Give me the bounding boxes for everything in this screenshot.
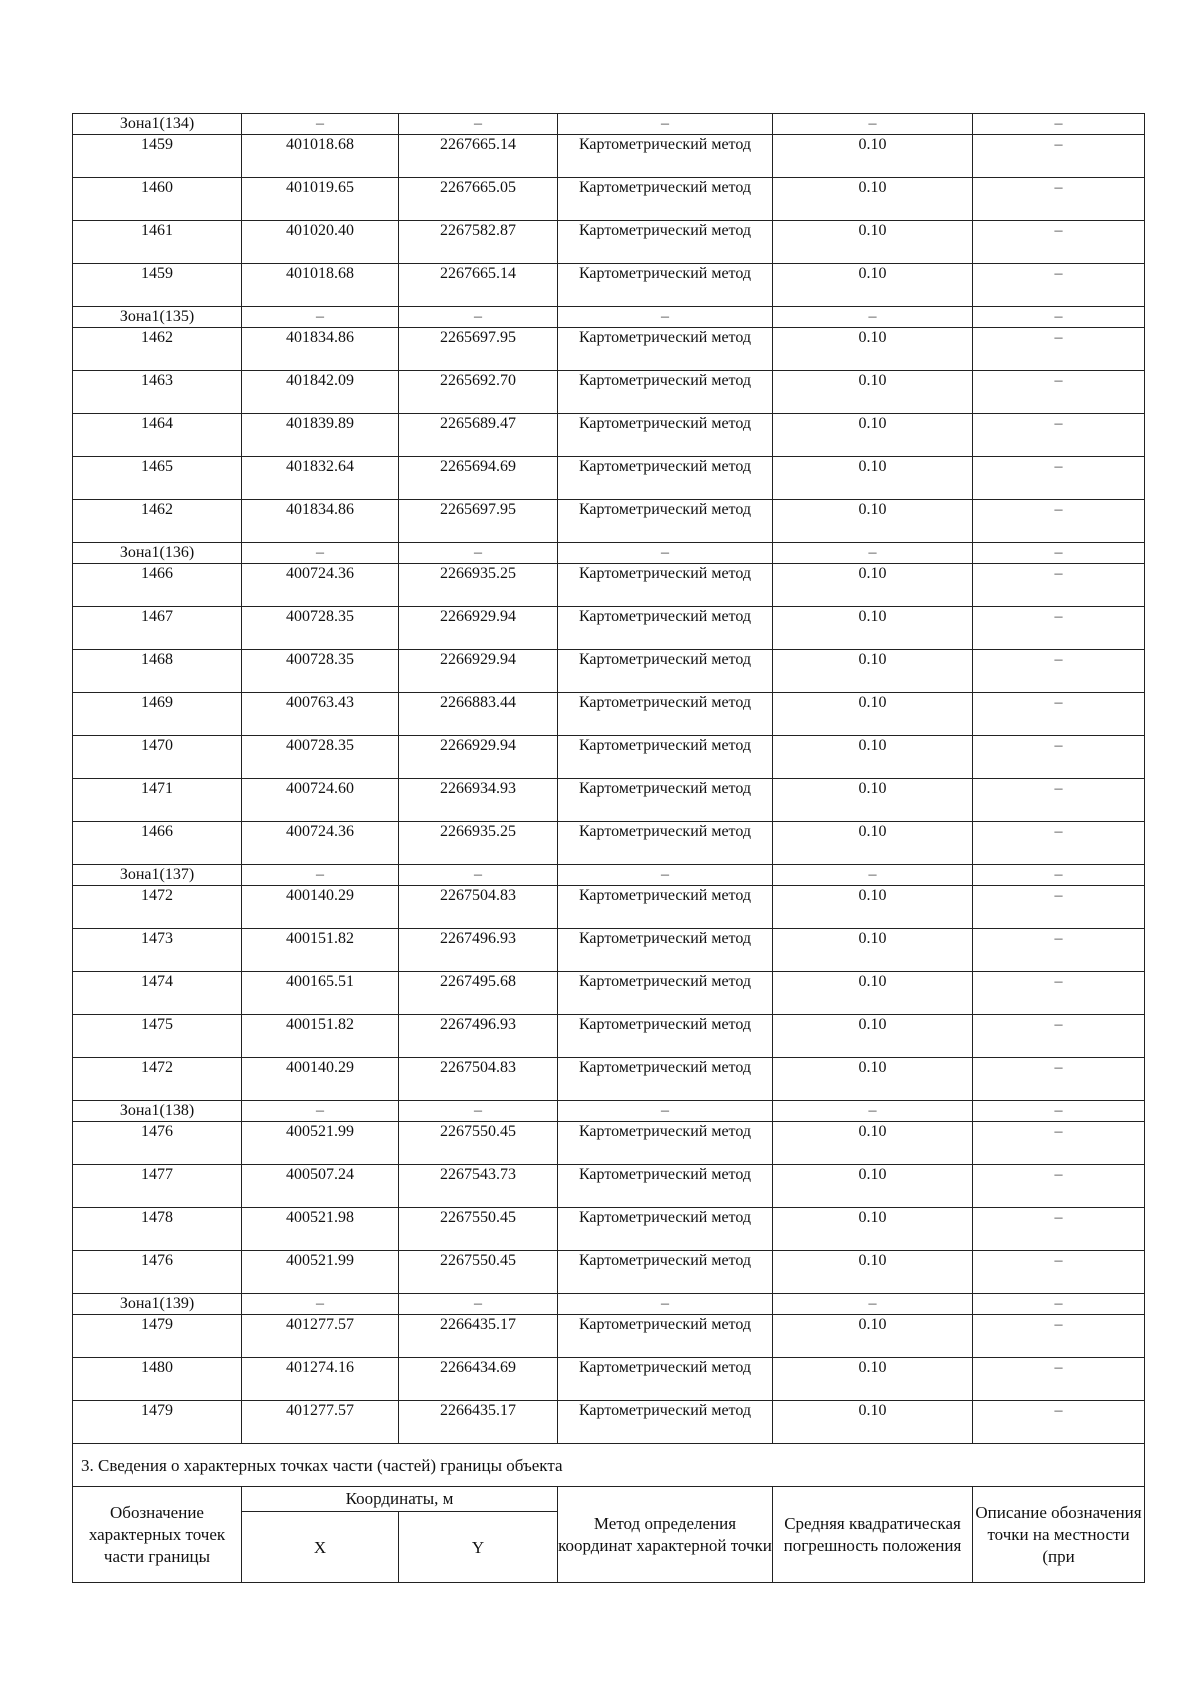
point-id: 1479 xyxy=(73,1315,242,1358)
error-cell: 0.10 xyxy=(773,736,973,779)
coord-x: 401274.16 xyxy=(242,1358,399,1401)
dash-cell: – xyxy=(558,114,773,135)
method-cell: Картометрический метод xyxy=(558,1315,773,1358)
point-id: 1472 xyxy=(73,886,242,929)
dash-cell: – xyxy=(773,114,973,135)
coord-x: 400728.35 xyxy=(242,607,399,650)
coord-y: 2266934.93 xyxy=(399,779,558,822)
point-id: 1474 xyxy=(73,972,242,1015)
error-cell: 0.10 xyxy=(773,500,973,543)
error-cell: 0.10 xyxy=(773,886,973,929)
error-cell: 0.10 xyxy=(773,1122,973,1165)
error-cell: 0.10 xyxy=(773,1315,973,1358)
error-cell: 0.10 xyxy=(773,822,973,865)
dash-cell: – xyxy=(773,1101,973,1122)
coord-x: 401834.86 xyxy=(242,500,399,543)
error-cell: 0.10 xyxy=(773,693,973,736)
method-cell: Картометрический метод xyxy=(558,1401,773,1444)
coord-y: 2267496.93 xyxy=(399,929,558,972)
method-cell: Картометрический метод xyxy=(558,650,773,693)
coordinates-table-body xyxy=(73,114,1145,1444)
description-cell: – xyxy=(973,736,1145,779)
method-cell: Картометрический метод xyxy=(558,736,773,779)
table-row xyxy=(73,1122,1145,1165)
description-cell: – xyxy=(973,500,1145,543)
header-designation: Обозначение характерных точек части границы xyxy=(73,1487,242,1583)
method-cell: Картометрический метод xyxy=(558,972,773,1015)
description-cell: – xyxy=(973,1165,1145,1208)
coord-y: 2265697.95 xyxy=(399,500,558,543)
dash-cell: – xyxy=(973,307,1145,328)
point-id: 1461 xyxy=(73,221,242,264)
error-cell: 0.10 xyxy=(773,178,973,221)
method-cell: Картометрический метод xyxy=(558,1251,773,1294)
point-id: 1465 xyxy=(73,457,242,500)
coord-y: 2267665.05 xyxy=(399,178,558,221)
error-cell: 0.10 xyxy=(773,221,973,264)
table-row xyxy=(73,264,1145,307)
coord-x: 401019.65 xyxy=(242,178,399,221)
point-id: 1469 xyxy=(73,693,242,736)
method-cell: Картометрический метод xyxy=(558,1122,773,1165)
coord-x: 400728.35 xyxy=(242,736,399,779)
point-id: 1472 xyxy=(73,1058,242,1101)
coord-x: 401018.68 xyxy=(242,135,399,178)
error-cell: 0.10 xyxy=(773,564,973,607)
table-row xyxy=(73,972,1145,1015)
table-row xyxy=(73,414,1145,457)
description-cell: – xyxy=(973,1315,1145,1358)
dash-cell: – xyxy=(242,114,399,135)
coord-x: 401020.40 xyxy=(242,221,399,264)
dash-cell: – xyxy=(773,1294,973,1315)
coord-x: 400728.35 xyxy=(242,650,399,693)
coord-y: 2265689.47 xyxy=(399,414,558,457)
description-cell: – xyxy=(973,1058,1145,1101)
table-row xyxy=(73,1358,1145,1401)
table-row xyxy=(73,1165,1145,1208)
error-cell: 0.10 xyxy=(773,1165,973,1208)
zone-row xyxy=(73,543,1145,564)
table-row xyxy=(73,929,1145,972)
point-id: 1462 xyxy=(73,500,242,543)
table-row xyxy=(73,221,1145,264)
description-cell: – xyxy=(973,779,1145,822)
dash-cell: – xyxy=(242,543,399,564)
table-row xyxy=(73,650,1145,693)
coord-y: 2266434.69 xyxy=(399,1358,558,1401)
zone-row xyxy=(73,307,1145,328)
table-row xyxy=(73,1401,1145,1444)
zone-name: Зона1(139) xyxy=(73,1294,242,1315)
method-cell: Картометрический метод xyxy=(558,1058,773,1101)
table-row xyxy=(73,564,1145,607)
coordinates-table xyxy=(72,113,1145,1583)
method-cell: Картометрический метод xyxy=(558,1358,773,1401)
table-row xyxy=(73,1315,1145,1358)
table-row xyxy=(73,1015,1145,1058)
point-id: 1466 xyxy=(73,822,242,865)
coord-y: 2266935.25 xyxy=(399,564,558,607)
description-cell: – xyxy=(973,264,1145,307)
zone-row xyxy=(73,1101,1145,1122)
error-cell: 0.10 xyxy=(773,929,973,972)
point-id: 1475 xyxy=(73,1015,242,1058)
method-cell: Картометрический метод xyxy=(558,264,773,307)
dash-cell: – xyxy=(399,1101,558,1122)
coord-y: 2267550.45 xyxy=(399,1251,558,1294)
dash-cell: – xyxy=(973,1101,1145,1122)
coord-x: 400140.29 xyxy=(242,886,399,929)
zone-name: Зона1(137) xyxy=(73,865,242,886)
method-cell: Картометрический метод xyxy=(558,929,773,972)
description-cell: – xyxy=(973,1358,1145,1401)
description-cell: – xyxy=(973,822,1145,865)
coord-y: 2267582.87 xyxy=(399,221,558,264)
coord-x: 401839.89 xyxy=(242,414,399,457)
table-row xyxy=(73,779,1145,822)
coord-y: 2267550.45 xyxy=(399,1122,558,1165)
description-cell: – xyxy=(973,886,1145,929)
method-cell: Картометрический метод xyxy=(558,328,773,371)
point-id: 1464 xyxy=(73,414,242,457)
coord-x: 400724.60 xyxy=(242,779,399,822)
table-row xyxy=(73,607,1145,650)
description-cell: – xyxy=(973,1015,1145,1058)
method-cell: Картометрический метод xyxy=(558,1165,773,1208)
table-row xyxy=(73,1208,1145,1251)
coord-x: 401277.57 xyxy=(242,1401,399,1444)
coord-y: 2265697.95 xyxy=(399,328,558,371)
error-cell: 0.10 xyxy=(773,972,973,1015)
method-cell: Картометрический метод xyxy=(558,886,773,929)
method-cell: Картометрический метод xyxy=(558,779,773,822)
table-row xyxy=(73,500,1145,543)
coord-y: 2267543.73 xyxy=(399,1165,558,1208)
error-cell: 0.10 xyxy=(773,457,973,500)
error-cell: 0.10 xyxy=(773,1208,973,1251)
section-3-title: 3. Сведения о характерных точках части (частей) границы объекта xyxy=(73,1444,1145,1487)
coord-x: 401834.86 xyxy=(242,328,399,371)
coord-y: 2267665.14 xyxy=(399,264,558,307)
description-cell: – xyxy=(973,371,1145,414)
description-cell: – xyxy=(973,178,1145,221)
zone-row xyxy=(73,865,1145,886)
coord-y: 2267665.14 xyxy=(399,135,558,178)
dash-cell: – xyxy=(973,1294,1145,1315)
header-error: Средняя квадратическая погрешность положения xyxy=(773,1487,973,1583)
coord-y: 2267504.83 xyxy=(399,1058,558,1101)
coord-y: 2266929.94 xyxy=(399,607,558,650)
dash-cell: – xyxy=(773,543,973,564)
dash-cell: – xyxy=(399,543,558,564)
method-cell: Картометрический метод xyxy=(558,178,773,221)
error-cell: 0.10 xyxy=(773,607,973,650)
method-cell: Картометрический метод xyxy=(558,457,773,500)
zone-row xyxy=(73,114,1145,135)
table-row xyxy=(73,886,1145,929)
header-description: Описание обозначения точки на местности (при xyxy=(973,1487,1145,1583)
error-cell: 0.10 xyxy=(773,371,973,414)
dash-cell: – xyxy=(242,307,399,328)
table-row xyxy=(73,1251,1145,1294)
coord-x: 400140.29 xyxy=(242,1058,399,1101)
point-id: 1480 xyxy=(73,1358,242,1401)
dash-cell: – xyxy=(242,865,399,886)
description-cell: – xyxy=(973,1401,1145,1444)
coord-x: 400724.36 xyxy=(242,564,399,607)
error-cell: 0.10 xyxy=(773,1015,973,1058)
point-id: 1467 xyxy=(73,607,242,650)
coord-y: 2267550.45 xyxy=(399,1208,558,1251)
description-cell: – xyxy=(973,564,1145,607)
method-cell: Картометрический метод xyxy=(558,1208,773,1251)
zone-name: Зона1(135) xyxy=(73,307,242,328)
error-cell: 0.10 xyxy=(773,135,973,178)
method-cell: Картометрический метод xyxy=(558,822,773,865)
point-id: 1466 xyxy=(73,564,242,607)
point-id: 1477 xyxy=(73,1165,242,1208)
zone-row xyxy=(73,1294,1145,1315)
coord-x: 401832.64 xyxy=(242,457,399,500)
description-cell: – xyxy=(973,693,1145,736)
coord-x: 400763.43 xyxy=(242,693,399,736)
method-cell: Картометрический метод xyxy=(558,564,773,607)
method-cell: Картометрический метод xyxy=(558,693,773,736)
table-row xyxy=(73,822,1145,865)
dash-cell: – xyxy=(399,1294,558,1315)
zone-name: Зона1(134) xyxy=(73,114,242,135)
coord-x: 400521.99 xyxy=(242,1122,399,1165)
header-y: Y xyxy=(399,1512,558,1583)
table-row xyxy=(73,693,1145,736)
coord-x: 400521.98 xyxy=(242,1208,399,1251)
method-cell: Картометрический метод xyxy=(558,414,773,457)
dash-cell: – xyxy=(558,865,773,886)
header-x: X xyxy=(242,1512,399,1583)
table-row xyxy=(73,178,1145,221)
error-cell: 0.10 xyxy=(773,1251,973,1294)
dash-cell: – xyxy=(973,865,1145,886)
error-cell: 0.10 xyxy=(773,414,973,457)
coord-x: 400521.99 xyxy=(242,1251,399,1294)
point-id: 1460 xyxy=(73,178,242,221)
dash-cell: – xyxy=(399,865,558,886)
dash-cell: – xyxy=(973,114,1145,135)
table-row xyxy=(73,736,1145,779)
point-id: 1471 xyxy=(73,779,242,822)
coord-y: 2266883.44 xyxy=(399,693,558,736)
description-cell: – xyxy=(973,414,1145,457)
description-cell: – xyxy=(973,650,1145,693)
description-cell: – xyxy=(973,457,1145,500)
coord-x: 401277.57 xyxy=(242,1315,399,1358)
section-3 xyxy=(73,1444,1145,1583)
description-cell: – xyxy=(973,135,1145,178)
dash-cell: – xyxy=(558,1101,773,1122)
point-id: 1459 xyxy=(73,264,242,307)
description-cell: – xyxy=(973,1122,1145,1165)
coord-y: 2266435.17 xyxy=(399,1401,558,1444)
header-coordinates: Координаты, м xyxy=(242,1487,558,1512)
method-cell: Картометрический метод xyxy=(558,500,773,543)
zone-name: Зона1(136) xyxy=(73,543,242,564)
error-cell: 0.10 xyxy=(773,264,973,307)
point-id: 1478 xyxy=(73,1208,242,1251)
point-id: 1470 xyxy=(73,736,242,779)
description-cell: – xyxy=(973,972,1145,1015)
error-cell: 0.10 xyxy=(773,328,973,371)
coord-y: 2267496.93 xyxy=(399,1015,558,1058)
coord-x: 400151.82 xyxy=(242,929,399,972)
document-sheet xyxy=(72,113,1144,1583)
method-cell: Картометрический метод xyxy=(558,221,773,264)
method-cell: Картометрический метод xyxy=(558,1015,773,1058)
error-cell: 0.10 xyxy=(773,650,973,693)
coord-x: 400507.24 xyxy=(242,1165,399,1208)
method-cell: Картометрический метод xyxy=(558,371,773,414)
point-id: 1479 xyxy=(73,1401,242,1444)
point-id: 1476 xyxy=(73,1251,242,1294)
coord-x: 401018.68 xyxy=(242,264,399,307)
coord-y: 2266935.25 xyxy=(399,822,558,865)
point-id: 1476 xyxy=(73,1122,242,1165)
point-id: 1459 xyxy=(73,135,242,178)
table-row xyxy=(73,135,1145,178)
description-cell: – xyxy=(973,607,1145,650)
coord-x: 400151.82 xyxy=(242,1015,399,1058)
dash-cell: – xyxy=(558,1294,773,1315)
point-id: 1463 xyxy=(73,371,242,414)
coord-x: 401842.09 xyxy=(242,371,399,414)
description-cell: – xyxy=(973,221,1145,264)
coord-y: 2267495.68 xyxy=(399,972,558,1015)
description-cell: – xyxy=(973,1251,1145,1294)
description-cell: – xyxy=(973,929,1145,972)
method-cell: Картометрический метод xyxy=(558,135,773,178)
error-cell: 0.10 xyxy=(773,779,973,822)
method-cell: Картометрический метод xyxy=(558,607,773,650)
coord-y: 2265692.70 xyxy=(399,371,558,414)
dash-cell: – xyxy=(558,543,773,564)
dash-cell: – xyxy=(242,1294,399,1315)
dash-cell: – xyxy=(399,307,558,328)
coord-y: 2266435.17 xyxy=(399,1315,558,1358)
coord-y: 2266929.94 xyxy=(399,736,558,779)
coord-y: 2266929.94 xyxy=(399,650,558,693)
table-row xyxy=(73,457,1145,500)
dash-cell: – xyxy=(773,307,973,328)
error-cell: 0.10 xyxy=(773,1401,973,1444)
dash-cell: – xyxy=(558,307,773,328)
dash-cell: – xyxy=(242,1101,399,1122)
point-id: 1462 xyxy=(73,328,242,371)
point-id: 1468 xyxy=(73,650,242,693)
coord-x: 400165.51 xyxy=(242,972,399,1015)
coord-y: 2267504.83 xyxy=(399,886,558,929)
table-row xyxy=(73,1058,1145,1101)
dash-cell: – xyxy=(773,865,973,886)
error-cell: 0.10 xyxy=(773,1358,973,1401)
header-method: Метод определения координат характерной точки xyxy=(558,1487,773,1583)
zone-name: Зона1(138) xyxy=(73,1101,242,1122)
dash-cell: – xyxy=(399,114,558,135)
coord-x: 400724.36 xyxy=(242,822,399,865)
dash-cell: – xyxy=(973,543,1145,564)
description-cell: – xyxy=(973,1208,1145,1251)
table-row xyxy=(73,371,1145,414)
error-cell: 0.10 xyxy=(773,1058,973,1101)
table-row xyxy=(73,328,1145,371)
description-cell: – xyxy=(973,328,1145,371)
coord-y: 2265694.69 xyxy=(399,457,558,500)
point-id: 1473 xyxy=(73,929,242,972)
